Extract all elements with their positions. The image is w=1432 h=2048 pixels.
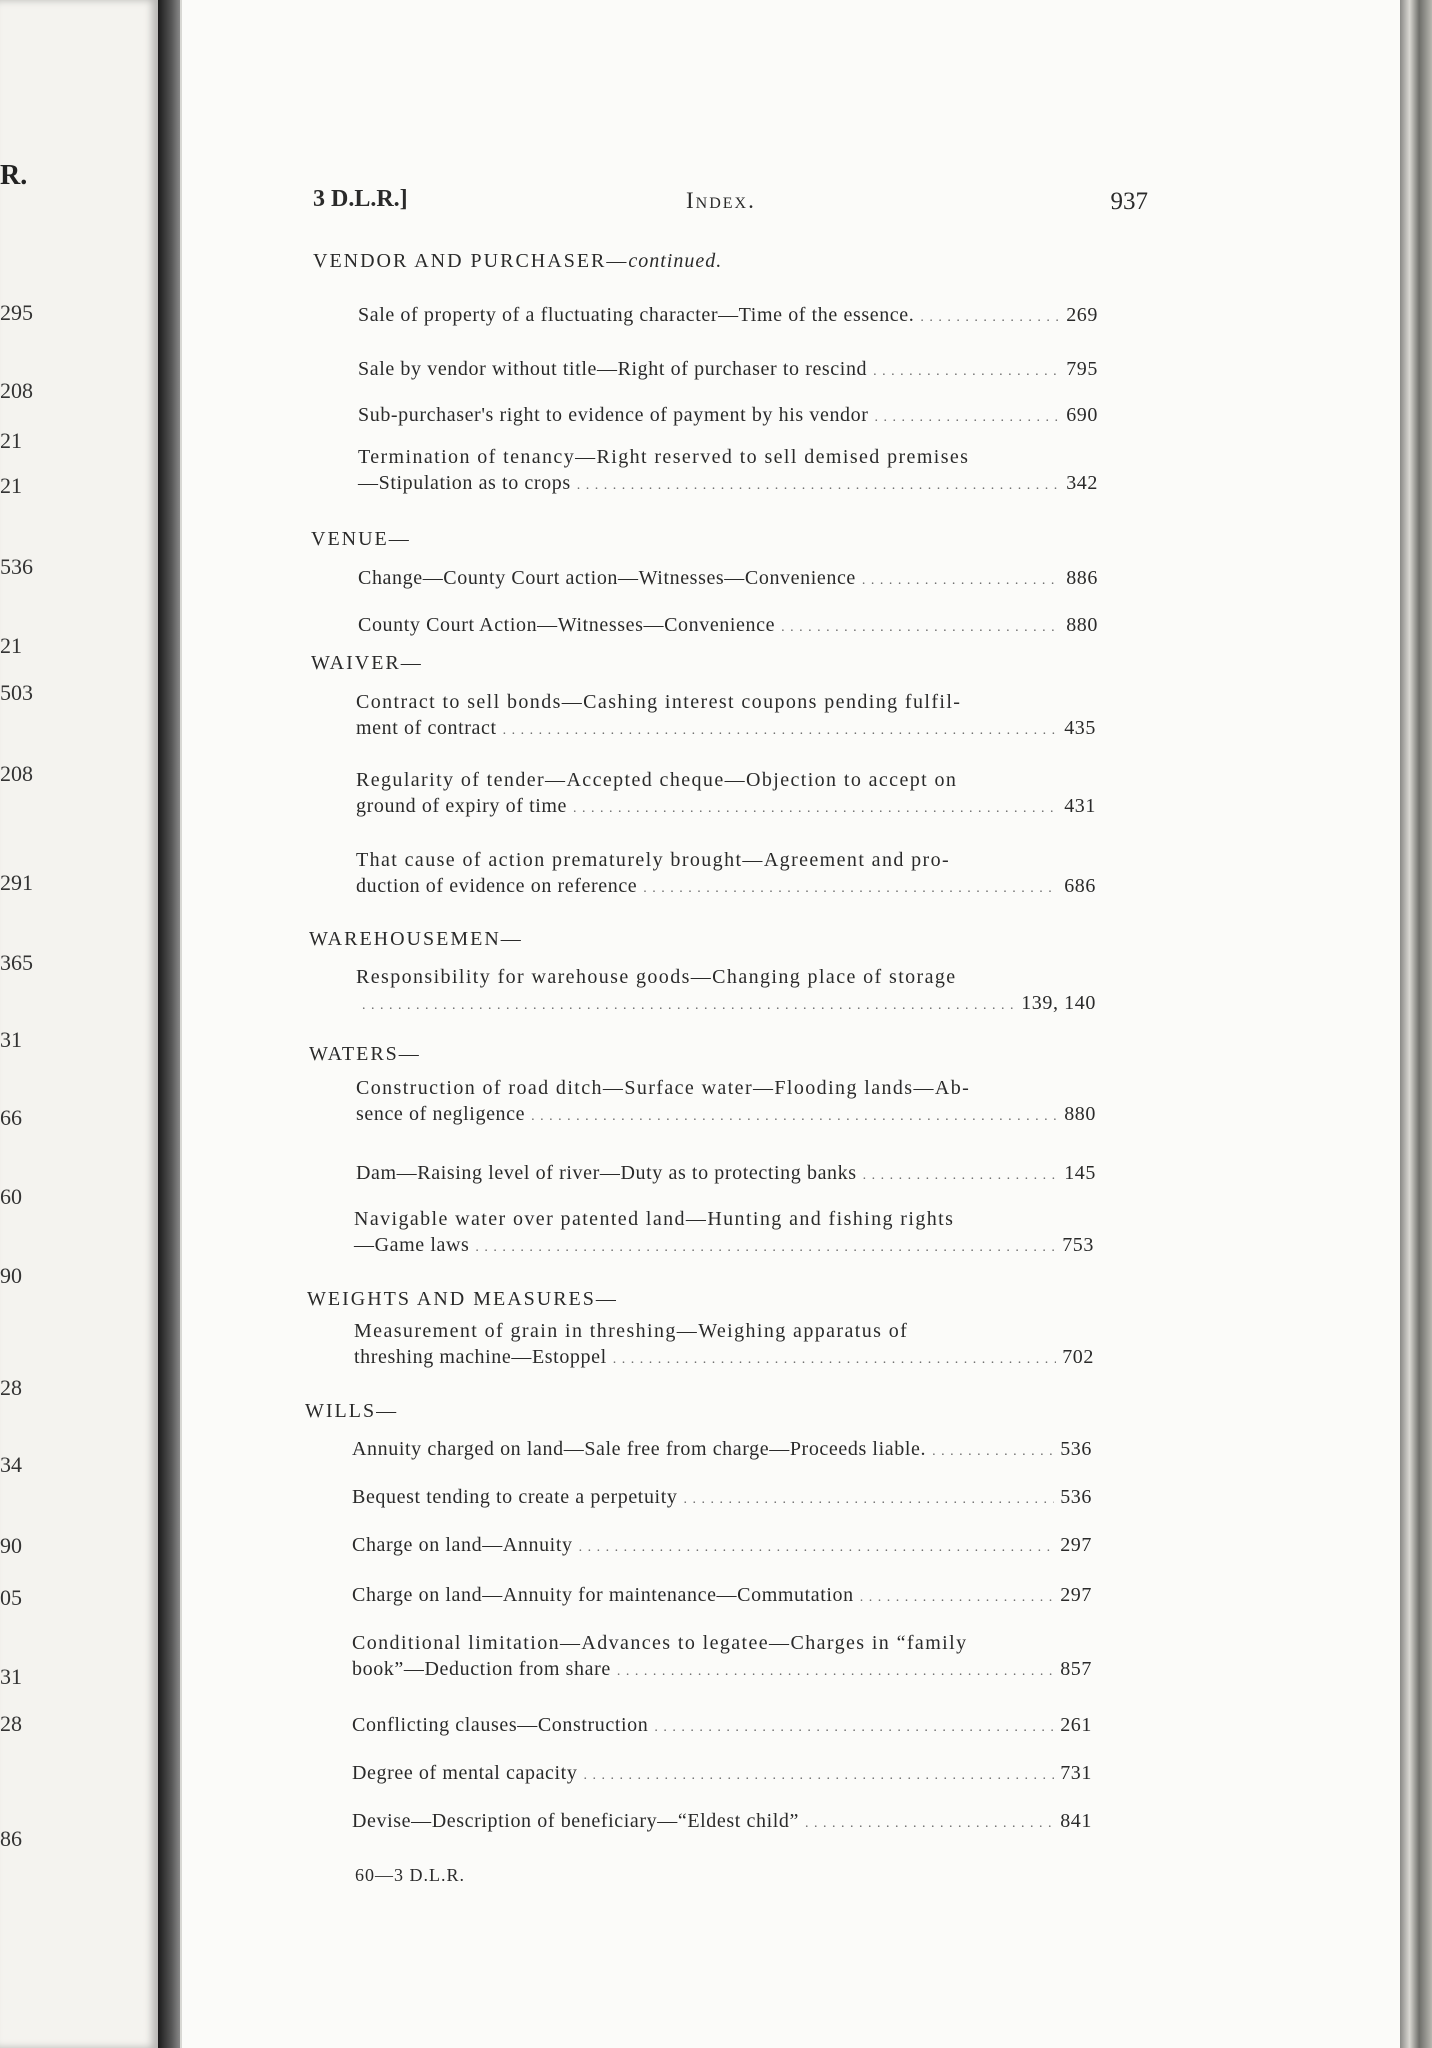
- entry-page-number: 880: [1066, 614, 1098, 636]
- index-heading: [311, 652, 423, 675]
- facing-page: [0, 0, 158, 2048]
- index-entry: [352, 1712, 1092, 1741]
- dot-leader: [805, 1808, 1054, 1837]
- dot-leader: [654, 1712, 1054, 1741]
- dot-leader: [613, 1344, 1056, 1373]
- entry-text: Bequest tending to create a perpetuity: [352, 1486, 678, 1508]
- entry-page-number: 731: [1060, 1762, 1092, 1784]
- dot-leader: [577, 470, 1060, 499]
- entry-text: Sale by vendor without title—Right of purchaser to rescind: [358, 358, 868, 380]
- entry-text: Termination of tenancy—Right reserved to sell demised premises: [358, 446, 970, 468]
- dot-leader: [683, 1484, 1054, 1513]
- entry-text: ment of contract: [356, 717, 497, 739]
- index-entry: [358, 612, 1098, 641]
- heading-text: WILLS—: [305, 1400, 399, 1422]
- entry-page-number: 139, 140: [1021, 992, 1096, 1014]
- entry-text: That cause of action prematurely brought—Agreement and pro-: [356, 849, 951, 871]
- facing-page-number: 208: [0, 378, 33, 403]
- index-entry: [356, 1075, 1096, 1130]
- entry-text: —Game laws: [354, 1234, 470, 1256]
- dot-leader: [860, 1582, 1054, 1611]
- entry-text: Change—County Court action—Witnesses—Convenience: [358, 567, 856, 589]
- facing-page-number: 536: [0, 554, 33, 579]
- entry-page-number: 686: [1064, 875, 1096, 897]
- entry-text: Sub-purchaser's right to evidence of payment by his vendor: [358, 404, 869, 426]
- facing-page-number: 28: [0, 1711, 22, 1736]
- index-entry: [352, 1760, 1092, 1789]
- index-entry: [352, 1532, 1092, 1561]
- index-entry: [356, 847, 1096, 902]
- index-entry: [352, 1436, 1092, 1465]
- entry-page-number: 536: [1060, 1486, 1092, 1508]
- index-entry: [358, 565, 1098, 594]
- index-entry: [356, 1160, 1096, 1189]
- heading-text: VENUE—: [311, 528, 411, 550]
- heading-text: VENDOR AND PURCHASER—: [313, 250, 629, 272]
- entry-text: County Court Action—Witnesses—Convenience: [358, 614, 776, 636]
- index-entry: [352, 1582, 1092, 1611]
- entry-text: Charge on land—Annuity: [352, 1534, 573, 1556]
- facing-page-number: 291: [0, 870, 33, 895]
- facing-page-number: 31: [0, 1664, 22, 1689]
- dot-leader: [531, 1101, 1058, 1130]
- entry-page-number: 753: [1062, 1234, 1094, 1256]
- facing-page-number: 295: [0, 300, 33, 325]
- facing-page-number: 66: [0, 1105, 22, 1130]
- dot-leader: [781, 612, 1060, 641]
- facing-page-number: 05: [0, 1585, 22, 1610]
- dot-leader: [362, 990, 1015, 1019]
- facing-page-number: 60: [0, 1184, 22, 1209]
- facing-page-number: 21: [0, 633, 22, 658]
- entry-page-number: 702: [1062, 1346, 1094, 1368]
- facing-page-number: 208: [0, 761, 33, 786]
- page-number: 937: [1110, 188, 1148, 215]
- dot-leader: [643, 873, 1058, 902]
- facing-page-number: 21: [0, 428, 22, 453]
- dot-leader: [579, 1532, 1055, 1561]
- entry-text: Conditional limitation—Advances to legatee—Charges in “family: [352, 1632, 968, 1654]
- signature-mark: 60—3 D.L.R.: [355, 1865, 465, 1885]
- entry-text: Sale of property of a fluctuating character—Time of the essence.: [358, 304, 915, 326]
- dot-leader: [863, 1160, 1059, 1189]
- heading-continued: continued.: [628, 250, 723, 272]
- index-entry: [354, 1206, 1094, 1261]
- entry-page-number: 857: [1060, 1658, 1092, 1680]
- entry-text: Degree of mental capacity: [352, 1762, 578, 1784]
- entry-page-number: 536: [1060, 1438, 1092, 1460]
- heading-text: WEIGHTS AND MEASURES—: [307, 1288, 618, 1310]
- entry-text: Construction of road ditch—Surface water—Flooding lands—Ab-: [356, 1077, 971, 1099]
- index-entry: [354, 1318, 1094, 1373]
- index-heading: [305, 1400, 398, 1423]
- running-header: [313, 186, 1148, 220]
- entry-text: Regularity of tender—Accepted cheque—Objection to accept on: [356, 769, 958, 791]
- facing-page-number: 86: [0, 1826, 22, 1851]
- entry-page-number: 435: [1064, 717, 1096, 739]
- entry-page-number: 841: [1060, 1810, 1092, 1832]
- dot-leader: [573, 793, 1058, 822]
- index-heading: [313, 250, 722, 273]
- index-entry: [352, 1630, 1092, 1685]
- dot-leader: [475, 1232, 1056, 1261]
- facing-page-heading: R.: [0, 160, 28, 191]
- facing-page-number: 503: [0, 680, 33, 705]
- entry-text: Devise—Description of beneficiary—“Eldest child”: [352, 1810, 799, 1832]
- entry-text: book”—Deduction from share: [352, 1658, 611, 1680]
- heading-text: WATERS—: [309, 1043, 421, 1065]
- entry-text: Annuity charged on land—Sale free from charge—Proceeds liable.: [352, 1438, 927, 1460]
- facing-page-number: 90: [0, 1263, 22, 1288]
- entry-text: Conflicting clauses—Construction: [352, 1714, 649, 1736]
- entry-text: Charge on land—Annuity for maintenance—Commutation: [352, 1584, 854, 1606]
- index-entry: [352, 1808, 1092, 1837]
- entry-text: Contract to sell bonds—Cashing interest coupons pending fulfil-: [356, 691, 962, 713]
- entry-page-number: 297: [1060, 1584, 1092, 1606]
- facing-page-number: 90: [0, 1533, 22, 1558]
- entry-text: Dam—Raising level of river—Duty as to protecting banks: [356, 1162, 857, 1184]
- dot-leader: [617, 1656, 1054, 1685]
- page-title: Index.: [686, 188, 756, 213]
- entry-page-number: 690: [1066, 404, 1098, 426]
- index-entry: [358, 444, 1098, 499]
- entry-page-number: 297: [1060, 1534, 1092, 1556]
- entry-text: sence of negligence: [356, 1103, 526, 1125]
- entry-page-number: 261: [1060, 1714, 1092, 1736]
- entry-text: ground of expiry of time: [356, 795, 568, 817]
- entry-text: Navigable water over patented land—Hunting and fishing rights: [354, 1208, 955, 1230]
- entry-page-number: 145: [1064, 1162, 1096, 1184]
- index-heading: [311, 528, 411, 551]
- entry-page-number: 880: [1064, 1103, 1096, 1125]
- index-entry: [358, 402, 1098, 431]
- heading-text: WAREHOUSEMEN—: [309, 928, 523, 950]
- index-heading: [309, 1043, 421, 1066]
- index-heading: [309, 928, 523, 951]
- dot-leader: [920, 302, 1060, 331]
- entry-page-number: 795: [1066, 358, 1098, 380]
- entry-text: duction of evidence on reference: [356, 875, 638, 897]
- facing-page-number: 31: [0, 1027, 22, 1052]
- heading-text: WAIVER—: [311, 652, 423, 674]
- index-entry: [356, 767, 1096, 822]
- entry-text: Responsibility for warehouse goods—Changing place of storage: [356, 966, 957, 988]
- entry-page-number: 886: [1066, 567, 1098, 589]
- dot-leader: [873, 356, 1060, 385]
- dot-leader: [875, 402, 1061, 431]
- dot-leader: [583, 1760, 1054, 1789]
- index-entry: [358, 356, 1098, 385]
- index-entry: [352, 1484, 1092, 1513]
- entry-page-number: 269: [1066, 304, 1098, 326]
- volume-label: 3 D.L.R.]: [313, 186, 408, 212]
- index-heading: [307, 1288, 618, 1311]
- facing-page-number: 365: [0, 950, 33, 975]
- entry-text: —Stipulation as to crops: [358, 472, 571, 494]
- page-edge: [1400, 0, 1432, 2048]
- entry-text: threshing machine—Estoppel: [354, 1346, 607, 1368]
- index-entry: [358, 302, 1098, 331]
- index-entry: [356, 964, 1096, 1019]
- dot-leader: [503, 715, 1059, 744]
- facing-page-number: 21: [0, 473, 22, 498]
- book-gutter: [158, 0, 180, 2048]
- dot-leader: [862, 565, 1060, 594]
- facing-page-number: 34: [0, 1452, 22, 1477]
- entry-page-number: 342: [1066, 472, 1098, 494]
- entry-page-number: 431: [1064, 795, 1096, 817]
- index-entry: [356, 689, 1096, 744]
- dot-leader: [932, 1436, 1054, 1465]
- facing-page-number: 28: [0, 1375, 22, 1400]
- entry-text: Measurement of grain in threshing—Weighing apparatus of: [354, 1320, 909, 1342]
